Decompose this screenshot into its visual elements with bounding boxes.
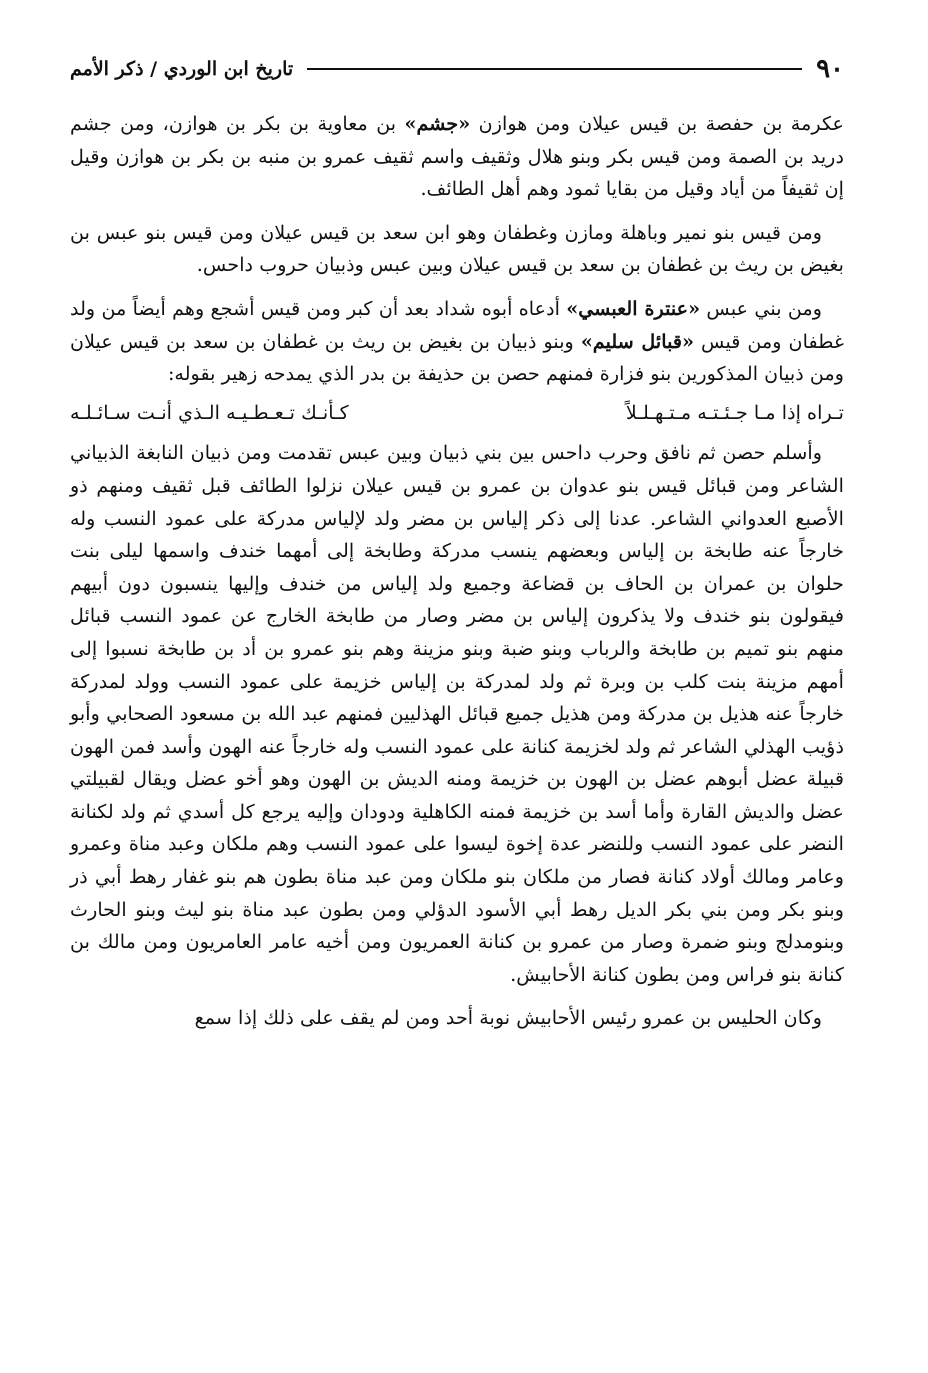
text-segment: وبنو ذبيان بن بغيض بن ريث بن غطفان بن سعد بن قيس عيلان ومن ذبيان المذكورين بنو فزارة فمنهم حصن بن حذيفة بن بدر الذي يمدحه زهير بقوله: <box>70 329 844 386</box>
bold-term: «جشم» <box>404 112 471 135</box>
body-text <box>70 108 844 1046</box>
text-segment: وأسلم حصن ثم نافق وحرب داحس بين بني ذبيان وبين عبس تقدمت ومن ذبيان النابغة الذبياني الشاعر ومن قبائل قيس بنو عدوان بن عمرو بن قيس عيلان نزلوا الطائف قبل ثقيف ومنهم ذو الأصبع العدواني الشاعر. عدنا إلى ذكر إلياس بن مضر ولد لإلياس مدركة على عمود النسب وله خارجاً عنه طابخة بن إلياس وبعضهم ينسب مدركة وطابخة إلى أمهما خندف واسمها ليلى بنت حلوان بن عمران بن الحاف بن قضاعة وجميع ولد إلياس من خندف وإليها ينسبون دون أبيهم فيقولون بنو خندف ولا يذكرون إلياس بن مضر وصار من طابخة الخارج عن عمود النسب قبائل منهم بنو تميم بن طابخة والرباب وبنو ضبة وبنو مزينة وهم بنو عمرو بن أد بن طابخة نسبوا إلى أمهم مزينة بنت كلب بن وبرة ثم ولد لمدركة بن إلياس خزيمة على عمود النسب وولد لمدركة خارجاً عنه هذيل بن مدركة ومن هذيل جميع قبائل الهذليين فمنهم عبد الله بن مسعود الصحابي وأبو ذؤيب الهذلي الشاعر ثم ولد لخزيمة كنانة على عمود النسب وله خارجاً عنه الهون وأسد فمن الهون قبيلة عضل أبوهم عضل بن الهون بن خزيمة ومنه الديش بن الهون وهو أخو عضل ويقال لقبيلتي عضل والديش القارة وأما أسد بن خزيمة فمنه الكاهلية ودودان وإليه يرجع كل أسدي ثم ولد لكنانة النضر على عمود النسب وللنضر عدة إخوة ليسوا على عمود النسب وهم ملكان وعبد مناة وعمرو وعامر ومالك أولاد كنانة فصار من ملكان بنو ملكان ومن عبد مناة بطون هم بنو غفار رهط أبي ذر وبنو بكر ومن بني بكر الديل رهط أبي الأسود الدؤلي ومن بطون عبد مناة بنو ليث وبنو الحارث وبنومدلج وبنو ضمرة وصار من عمرو بن كنانة العمريون ومن أخيه عامر العامريون ومن مالك بن كنانة بنو فراس ومن بطون كنانة الأحابيش. <box>70 441 844 986</box>
bold-term: «عنترة العبسي» <box>566 296 701 320</box>
verse-hemistich-first: تـراه إذا مـا جـئـتـه مـتـهـلـلاً <box>625 400 844 424</box>
text-segment: ومن قيس بنو نمير وباهلة ومازن وغطفان وهو ابن سعد بن قيس عيلان ومن قيس بنو عبس بن بغيض بن ريث بن غطفان بن سعد بن قيس عيلان وبين عبس وذبيان حروب داحس. <box>70 220 844 277</box>
paragraph <box>70 108 844 206</box>
poem-verse <box>70 397 844 430</box>
running-head: تاريخ ابن الوردي / ذكر الأمم <box>70 58 294 80</box>
paragraph <box>70 437 844 991</box>
text-segment: أدعاه أبوه شداد بعد أن كبر ومن قيس أشجع وهم أيضاً من ولد غطفان ومن قيس <box>70 296 844 353</box>
page-number: ٩٠ <box>816 54 844 84</box>
paragraph <box>70 217 844 282</box>
bold-term: «قبائل سليم» <box>580 329 695 353</box>
page-header <box>70 52 844 86</box>
text-segment: وكان الحليس بن عمرو رئيس الأحابيش نوبة أحد ومن لم يقف على ذلك إذا سمع <box>194 1006 822 1030</box>
header-rule <box>307 68 802 70</box>
text-segment: ومن بني عبس <box>700 296 822 320</box>
paragraph <box>70 293 844 391</box>
verse-hemistich-second: كـأنـك تـعـطـيـه الـذي أنـت سـائـلـه <box>70 400 349 424</box>
paragraph <box>70 1002 844 1035</box>
text-segment: عكرمة بن حفصة بن قيس عيلان ومن هوازن <box>470 112 844 135</box>
text-segment: بن معاوية بن بكر بن هوازن، ومن جشم دريد بن الصمة ومن قيس بكر وبنو هلال وثقيف واسم ثقيف عمرو بن منبه بن بكر بن هوازن وقيل إن ثقيفاً من أياد وقيل من بقايا ثمود وهم أهل الطائف. <box>70 112 844 201</box>
